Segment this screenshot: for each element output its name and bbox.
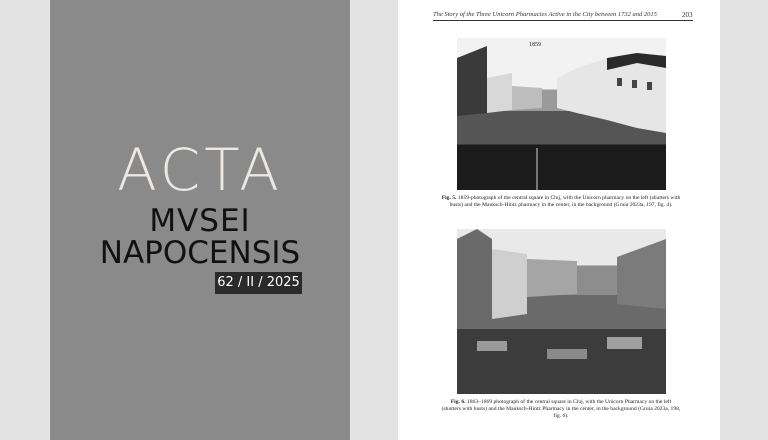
- issue-badge: 62 / II / 2025: [215, 272, 302, 294]
- figure-label: Fig. 5.: [441, 195, 457, 201]
- street-scene-illustration: [457, 38, 666, 190]
- cover-title-napocensis: NAPOCENSIS: [99, 235, 301, 271]
- journal-cover: [50, 0, 350, 440]
- figure-label: Fig. 6.: [450, 399, 466, 405]
- page-number: 203: [682, 11, 693, 19]
- cover-title-acta: ACTA: [117, 136, 283, 204]
- figure-photo-1859: [457, 38, 666, 190]
- cover-title-mvsei: MVSEI: [149, 203, 251, 239]
- figure-caption-5: [441, 195, 681, 209]
- figure-caption-text: 1859-photograph of the central square in Cluj, with the Unicorn pharmacy on the left (shutters with busts) and the Mauksch-Hintz pharmacy in the center, in the background (Gruia 2023a, 197, fig. 4).: [449, 195, 681, 209]
- figure-photo-1863: [457, 229, 666, 394]
- market-scene-illustration: [457, 229, 666, 394]
- running-head: The Story of the Three Unicorn Pharmacies Active in the City between 1732 and 2015: [433, 11, 657, 18]
- photo-year-label: 1859: [529, 42, 541, 48]
- header-rule: [433, 20, 693, 21]
- figure-caption-6: [441, 399, 681, 421]
- figure-caption-text: 1863–1869 photograph of the central square in Cluj, with the Unicorn Pharmacy on the left (shutters with busts) and the Mauksch-Hintz Pharmacy in the center, in the background (Gruia 2023a, 198, fig. 6).: [441, 399, 681, 420]
- article-page: [398, 0, 720, 440]
